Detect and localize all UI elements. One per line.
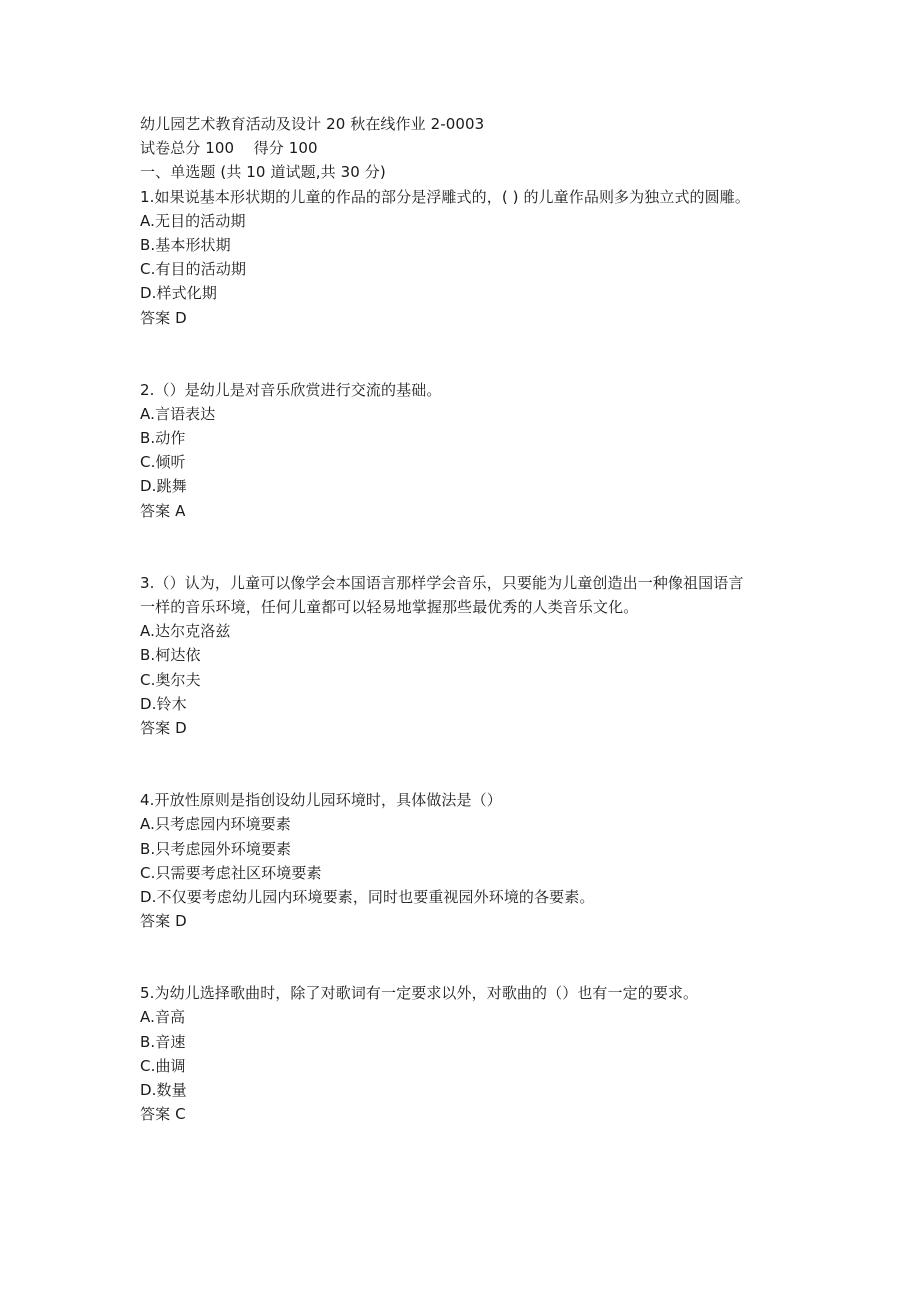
option-a: A.达尔克洛兹	[140, 622, 231, 641]
option-d: D.跳舞	[140, 477, 187, 496]
option-d: D.数量	[140, 1081, 187, 1099]
question-stem: 2.（）是幼儿是对音乐欣赏进行交流的基础。	[140, 380, 442, 399]
question-4	[140, 788, 820, 933]
answer-line: 答案 C	[140, 1105, 186, 1124]
question-1	[140, 185, 820, 330]
answer-line: 答案 A	[140, 501, 186, 520]
question-stem-line-1: 3.（）认为，儿童可以像学会本国语言那样学会音乐，只要能为儿童创造出一种像祖国语言	[140, 573, 744, 592]
option-c: C.曲调	[140, 1056, 186, 1075]
option-d: D.铃木	[140, 694, 187, 713]
option-b: B.动作	[140, 429, 186, 448]
section-heading: 一、单选题 (共 10 道试题,共 30 分)	[140, 163, 386, 182]
question-5	[140, 981, 820, 1126]
question-spacer	[140, 330, 820, 378]
question-3	[140, 571, 820, 740]
question-stem: 5.为幼儿选择歌曲时，除了对歌词有一定要求以外，对歌曲的（）也有一定的要求。	[140, 984, 699, 1003]
option-d: D.样式化期	[140, 284, 217, 303]
option-b: B.音速	[140, 1032, 186, 1051]
question-stem: 1.如果说基本形状期的儿童的作品的部分是浮雕式的，( ) 的儿童作品则多为独立式的圆雕。	[140, 187, 750, 206]
question-spacer	[140, 740, 820, 788]
option-b: B.柯达依	[140, 646, 201, 665]
question-stem: 4.开放性原则是指创设幼儿园环境时，具体做法是（）	[140, 791, 502, 810]
option-c: C.有目的活动期	[140, 260, 247, 279]
answer-line: 答案 D	[140, 718, 187, 737]
answer-line: 答案 D	[140, 308, 187, 327]
option-a: A.音高	[140, 1008, 186, 1027]
exam-document	[140, 112, 820, 1126]
question-2	[140, 378, 820, 523]
option-b: B.基本形状期	[140, 235, 231, 254]
question-spacer	[140, 933, 820, 981]
option-a: A.无目的活动期	[140, 211, 246, 230]
option-c: C.倾听	[140, 453, 186, 472]
option-a: A.言语表达	[140, 404, 216, 423]
option-b: B.只考虑园外环境要素	[140, 839, 292, 858]
question-spacer	[140, 523, 820, 571]
option-d: D.不仅要考虑幼儿园内环境要素，同时也要重视园外环境的各要素。	[140, 887, 595, 906]
option-a: A.只考虑园内环境要素	[140, 815, 291, 834]
answer-line: 答案 D	[140, 912, 187, 931]
option-c: C.奥尔夫	[140, 670, 201, 689]
score-summary: 试卷总分 100 得分 100	[140, 139, 318, 158]
question-stem-line-2: 一样的音乐环境，任何儿童都可以轻易地掌握那些最优秀的人类音乐文化。	[140, 598, 639, 616]
document-title: 幼儿园艺术教育活动及设计 20 秋在线作业 2-0003	[140, 115, 485, 133]
option-c: C.只需要考虑社区环境要素	[140, 863, 322, 882]
